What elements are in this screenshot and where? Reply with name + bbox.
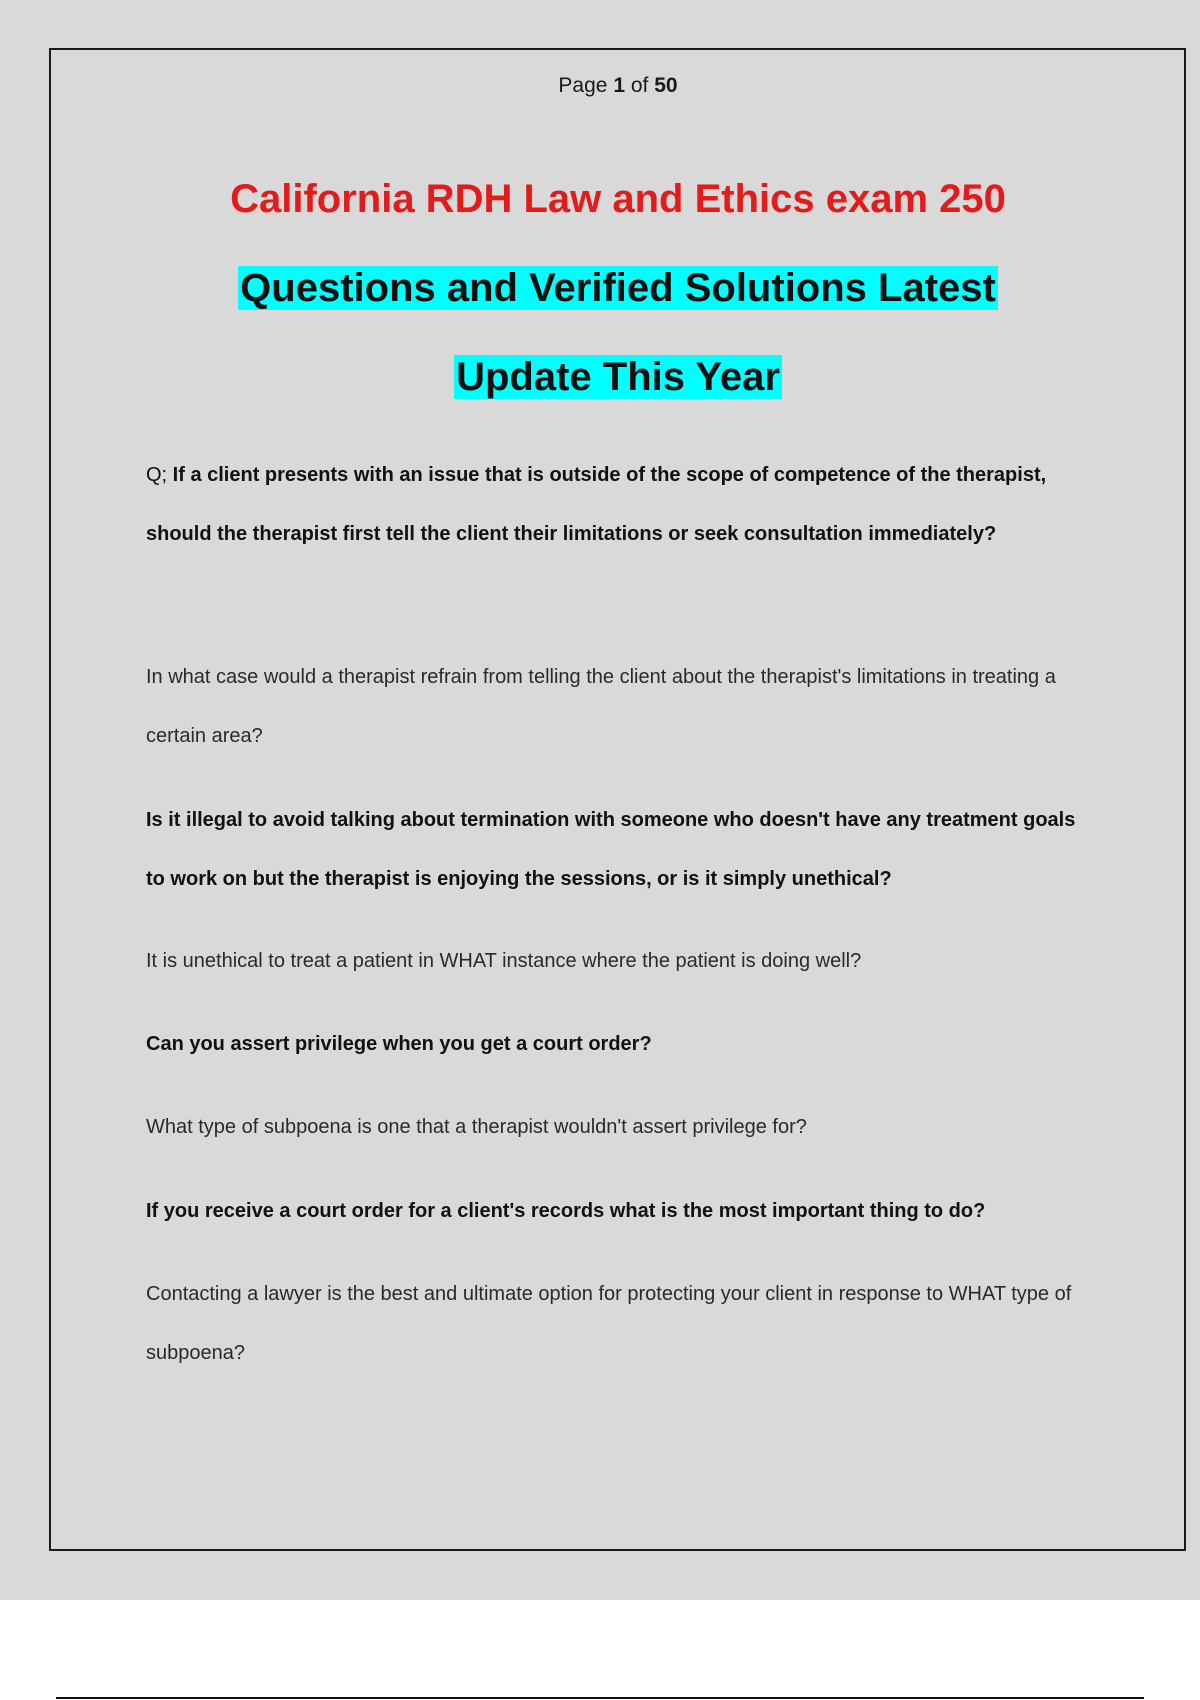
question-prefix: Q; xyxy=(146,464,173,486)
question-2: Is it illegal to avoid talking about termination with someone who doesn't have any treatment goals to work on but the therapist is enjoying the sessions, or is it simply unethical? xyxy=(146,809,1076,890)
answer-4: Contacting a lawyer is the best and ultimate option for protecting your client in response to WHAT type of subpoena? xyxy=(146,1283,1072,1364)
question-4: If you receive a court order for a client's records what is the most important thing to do? xyxy=(146,1200,986,1222)
document-title-line-1 xyxy=(0,170,1200,228)
title-line-3-text: Update This Year xyxy=(456,355,780,399)
page-number xyxy=(0,74,1200,98)
question-3: Can you assert privilege when you get a court order? xyxy=(146,1033,652,1055)
document-title-line-2 xyxy=(0,259,1200,317)
page-number-separator: of xyxy=(630,74,649,97)
question-1 xyxy=(146,446,1091,564)
answer-3: What type of subpoena is one that a therapist wouldn't assert privilege for? xyxy=(146,1116,807,1138)
page-number-prefix: Page xyxy=(558,74,608,97)
answer-2: It is unethical to treat a patient in WHAT instance where the patient is doing well? xyxy=(146,950,862,972)
footer-divider xyxy=(56,1697,1144,1699)
title-line-2-text: Questions and Verified Solutions Latest xyxy=(240,266,996,310)
page-number-total: 50 xyxy=(654,74,678,97)
page-number-current: 1 xyxy=(613,74,625,97)
document-title-line-3 xyxy=(0,348,1200,406)
title-line-1-text: California RDH Law and Ethics exam 250 xyxy=(230,177,1006,221)
question-1-text: If a client presents with an issue that is outside of the scope of competence of the therapist, should the therapist first tell the client their limitations or seek consultation immediately? xyxy=(146,464,1047,545)
answer-1: In what case would a therapist refrain from telling the client about the therapist's limitations in treating a certain area? xyxy=(146,666,1056,747)
